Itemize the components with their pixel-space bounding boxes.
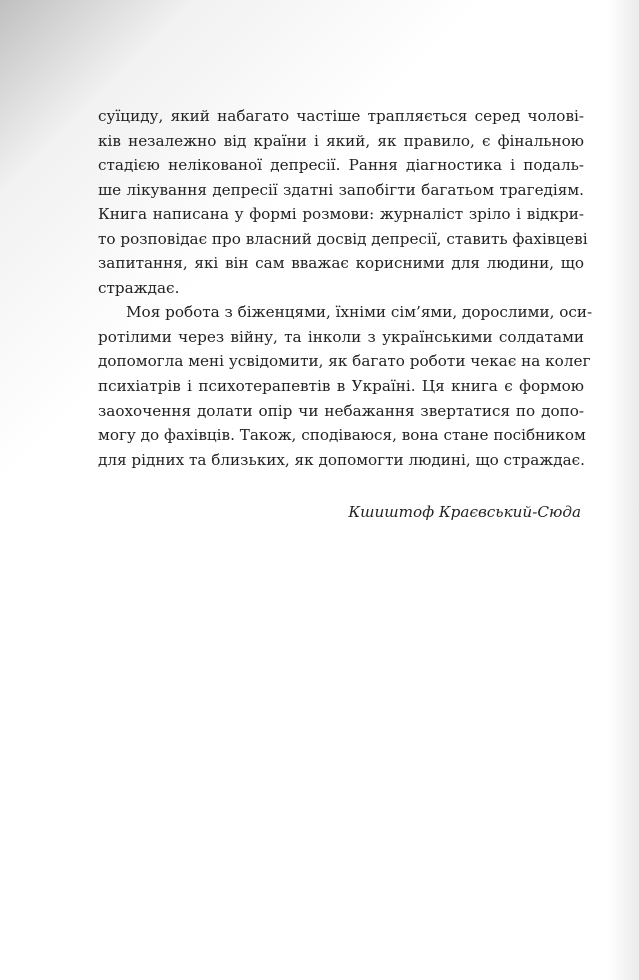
paragraph-2 <box>98 300 593 472</box>
text-line: запитання, які він сам вважає корисними для людини, що <box>98 254 584 273</box>
text-line: стадією неліковaної депресії. Рання діагностика і подаль- <box>98 156 584 175</box>
text-line: ше лікування депресії здатні запобігти багатьом трагедіям. <box>98 180 584 199</box>
text-line: Книга написана у формі розмови: журналіст зріло і відкри- <box>98 205 584 224</box>
author-signature: Кшиштоф Краєвський-Сюда <box>348 503 581 521</box>
text-line: ротілими через війну, та інколи з українськими солдатами <box>98 327 584 346</box>
body-text <box>98 104 593 472</box>
paragraph-1 <box>98 104 588 300</box>
text-line: допомогла мені усвідомити, як багато роботи чекає на колег <box>98 352 591 371</box>
text-line: Моя робота з біженцями, їхніми сім’ями, дорослими, оси- <box>126 303 593 322</box>
text-line: психіатрів і психотерапевтів в Україні. Ця книга є формою <box>98 377 584 396</box>
text-line: ків незалежно від країни і який, як правило, є фінальною <box>98 131 584 150</box>
text-line: страждає. <box>98 278 180 297</box>
text-line: то розповідає про власний досвід депресії, ставить фахівцеві <box>98 229 588 248</box>
text-line: суїциду, який набагато частіше трапляється серед чолові- <box>98 107 584 125</box>
text-line: могу до фахівців. Також, сподіваюся, вона стане посібником <box>98 426 586 445</box>
text-line: для рідних та близьких, як допомогти людині, що страждає. <box>98 450 585 469</box>
text-line: заохочення долати опір чи небажання звертатися по допо- <box>98 401 584 420</box>
